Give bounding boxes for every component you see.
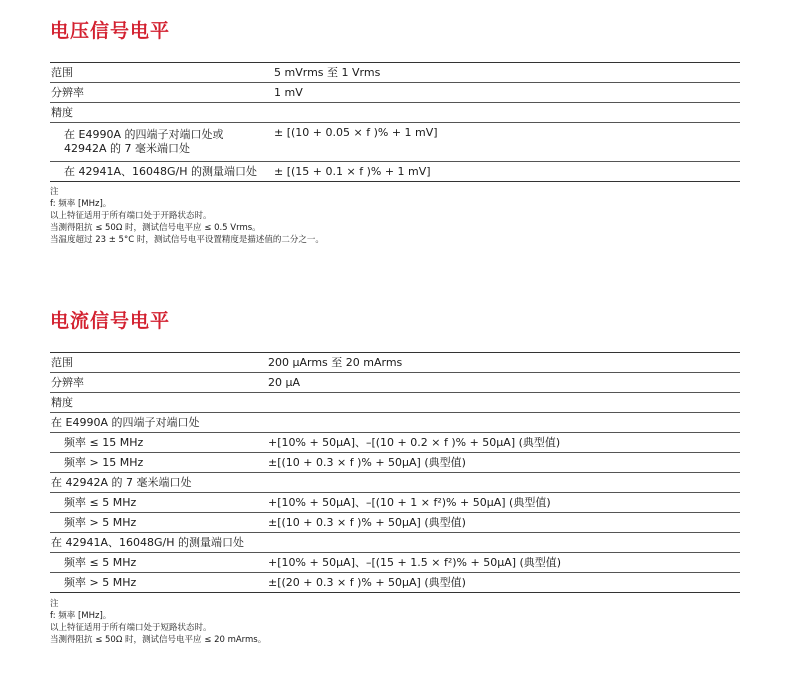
row-label: 分辨率 xyxy=(50,83,272,103)
row-value xyxy=(266,393,740,413)
voltage-notes xyxy=(50,186,324,246)
note-line: f: 频率 [MHz]。 xyxy=(50,611,112,621)
row-value: ±[(10 + 0.3 × f )% + 50µA] (典型值) xyxy=(266,513,740,533)
row-label: 频率 ≤ 5 MHz xyxy=(50,493,266,513)
table-row xyxy=(50,353,740,373)
row-label: 在 E4990A 的四端子对端口处 xyxy=(50,413,266,433)
row-label: 频率 > 5 MHz xyxy=(50,513,266,533)
note-line: 以上特征适用于所有端口处于短路状态时。 xyxy=(50,623,212,633)
row-value xyxy=(266,533,740,553)
voltage-spec-table xyxy=(50,62,740,182)
table-row xyxy=(50,373,740,393)
table-row xyxy=(50,413,740,433)
row-label: 精度 xyxy=(50,393,266,413)
current-spec-table xyxy=(50,352,740,593)
row-value: 1 mV xyxy=(272,83,740,103)
note-line: 当测得阻抗 ≤ 50Ω 时，测试信号电平应 ≤ 0.5 Vrms。 xyxy=(50,223,261,233)
voltage-title: 电压信号电平 xyxy=(50,20,171,42)
table-row xyxy=(50,573,740,593)
table-row xyxy=(50,473,740,493)
row-value: ± [(15 + 0.1 × f )% + 1 mV] xyxy=(272,162,740,182)
row-value: +[10% + 50µA]、–[(15 + 1.5 × f²)% + 50µA] (典型值) xyxy=(266,553,740,573)
row-label: 在 42942A 的 7 毫米端口处 xyxy=(50,473,266,493)
row-label: 精度 xyxy=(50,103,272,123)
table-row xyxy=(50,63,740,83)
table-row xyxy=(50,103,740,123)
table-row xyxy=(50,513,740,533)
row-value: ±[(10 + 0.3 × f )% + 50µA] (典型值) xyxy=(266,453,740,473)
note-line: f: 频率 [MHz]。 xyxy=(50,199,112,209)
note-line: 当测得阻抗 ≤ 50Ω 时，测试信号电平应 ≤ 20 mArms。 xyxy=(50,635,267,645)
row-value xyxy=(266,473,740,493)
table-row xyxy=(50,162,740,182)
row-label: 在 42941A、16048G/H 的测量端口处 xyxy=(50,533,266,553)
table-row xyxy=(50,433,740,453)
note-line: 以上特征适用于所有端口处于开路状态时。 xyxy=(50,211,212,221)
row-value: ± [(10 + 0.05 × f )% + 1 mV] xyxy=(272,123,740,162)
row-label: 频率 ≤ 5 MHz xyxy=(50,553,266,573)
table-row xyxy=(50,83,740,103)
row-value: +[10% + 50µA]、–[(10 + 1 × f²)% + 50µA] (典型值) xyxy=(266,493,740,513)
row-value: 5 mVrms 至 1 Vrms xyxy=(272,63,740,83)
row-label: 范围 xyxy=(50,353,266,373)
row-value: +[10% + 50µA]、–[(10 + 0.2 × f )% + 50µA] (典型值) xyxy=(266,433,740,453)
row-label: 在 42941A、16048G/H 的测量端口处 xyxy=(50,162,272,182)
row-label: 范围 xyxy=(50,63,272,83)
row-label: 分辨率 xyxy=(50,373,266,393)
table-row xyxy=(50,553,740,573)
row-value xyxy=(272,103,740,123)
row-value xyxy=(266,413,740,433)
table-row xyxy=(50,393,740,413)
row-label: 频率 > 5 MHz xyxy=(50,573,266,593)
note-line: 注 xyxy=(50,599,59,609)
row-value: ±[(20 + 0.3 × f )% + 50µA] (典型值) xyxy=(266,573,740,593)
table-row xyxy=(50,493,740,513)
current-title: 电流信号电平 xyxy=(50,310,171,332)
current-notes xyxy=(50,598,266,646)
table-row xyxy=(50,533,740,553)
row-value: 20 µA xyxy=(266,373,740,393)
table-row xyxy=(50,123,740,162)
row-value: 200 µArms 至 20 mArms xyxy=(266,353,740,373)
row-label: 频率 > 15 MHz xyxy=(50,453,266,473)
table-row xyxy=(50,453,740,473)
note-line: 当温度超过 23 ± 5°C 时，测试信号电平设置精度是描述值的二分之一。 xyxy=(50,235,324,245)
note-line: 注 xyxy=(50,187,59,197)
row-label: 在 E4990A 的四端子对端口处或 42942A 的 7 毫米端口处 xyxy=(50,123,272,162)
row-label: 频率 ≤ 15 MHz xyxy=(50,433,266,453)
